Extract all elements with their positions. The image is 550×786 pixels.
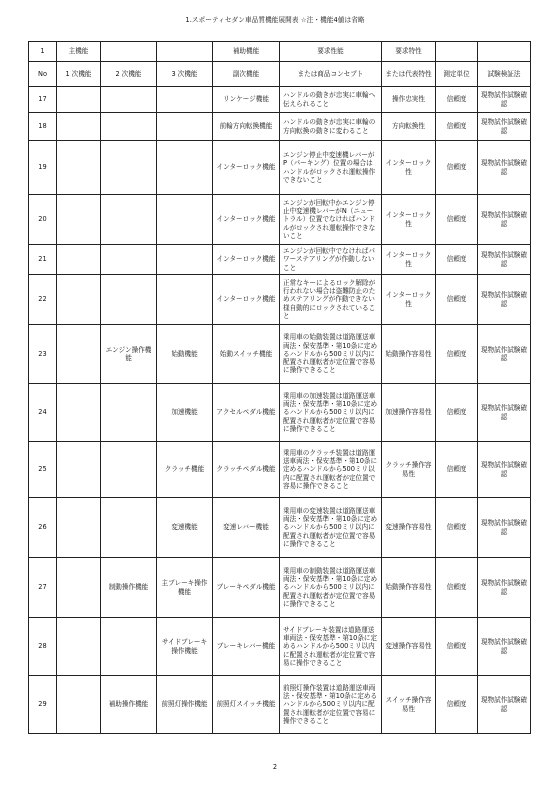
requirement-cell: エンジンが回転中でなければパワーステアリングが作動しないこと <box>280 245 382 275</box>
sub-function-cell: 変速レバー機能 <box>213 498 280 558</box>
table-row <box>29 245 531 275</box>
characteristic-cell: スイッチ操作容易性 <box>382 676 436 734</box>
requirement-cell: ハンドルの動きが忠実に車輪の方向転換の動きに変わること <box>280 113 382 141</box>
unit-cell: 信頼度 <box>436 558 478 618</box>
header-sub-function: 副次機能 <box>213 62 280 87</box>
header-tertiary-function: 3 次機能 <box>157 62 213 87</box>
unit-cell: 信頼度 <box>436 245 478 275</box>
verification-cell: 現物試作試験確認 <box>478 618 531 676</box>
tertiary-function-cell: 前照灯操作機能 <box>157 676 213 734</box>
requirement-cell: 乗用車のクラッチ装置は道路運送車両法・保安基準・第10条に定めるハンドルから500ミリ以内に配置され運転者が定位置で容易に操作できること <box>280 442 382 498</box>
verification-cell: 現物試作試験確認 <box>478 245 531 275</box>
verification-cell: 現物試作試験確認 <box>478 195 531 245</box>
table-row <box>29 558 531 618</box>
row-number: 19 <box>29 141 57 195</box>
header-empty-cell <box>157 42 213 62</box>
row-number: 27 <box>29 558 57 618</box>
sub-function-cell: インターロック機能 <box>213 195 280 245</box>
row-number: 25 <box>29 442 57 498</box>
characteristic-cell: 始動操作容易性 <box>382 558 436 618</box>
verification-cell: 現物試作試験確認 <box>478 141 531 195</box>
unit-cell: 信頼度 <box>436 618 478 676</box>
table-row <box>29 195 531 245</box>
table-row <box>29 113 531 141</box>
secondary-function-cell <box>101 141 157 195</box>
characteristic-cell: 方向転換性 <box>382 113 436 141</box>
unit-cell: 信頼度 <box>436 275 478 325</box>
header-product-concept: または商品コンセプト <box>280 62 382 87</box>
row-number: 22 <box>29 275 57 325</box>
sub-function-cell: 前照灯スイッチ機能 <box>213 676 280 734</box>
tertiary-function-cell <box>157 275 213 325</box>
tertiary-function-cell <box>157 87 213 113</box>
header-secondary-function: 2 次機能 <box>101 62 157 87</box>
table-row <box>29 676 531 734</box>
tertiary-function-cell: サイドブレーキ操作機能 <box>157 618 213 676</box>
header-no: No <box>29 62 57 87</box>
requirement-cell: 乗用車の制動装置は道路運送車両法・保安基準・第10条に定めるハンドルから500ミリ以内に配置され運転者が定位置で容易に操作できること <box>280 558 382 618</box>
table-row <box>29 275 531 325</box>
characteristic-cell: 変速操作容易性 <box>382 618 436 676</box>
secondary-function-cell: エンジン操作機能 <box>101 325 157 384</box>
sub-function-cell: ブレーキレバー機能 <box>213 618 280 676</box>
requirement-cell: 前照灯操作装置は道路運送車両法・保安基準・第10条に定めるハンドルから500ミリ以内に配置され運転者が定位置で容易に操作できること <box>280 676 382 734</box>
requirement-cell: エンジン停止中変速機レバーがP（パーキング）位置の場合はハンドルがロックされ運転操作できないこと <box>280 141 382 195</box>
header-verification-method: 試験検証法 <box>478 62 531 87</box>
header-row-2 <box>29 62 531 87</box>
header-primary-function: 1 次機能 <box>57 62 101 87</box>
tertiary-function-cell: 主ブレーキ操作機能 <box>157 558 213 618</box>
tertiary-function-cell <box>157 141 213 195</box>
tertiary-function-cell: 始動機能 <box>157 325 213 384</box>
requirement-cell: 乗用車の始動装置は道路運送車両法・保安基準・第10条に定めるハンドルから500ミリ以内に配置され運転者が定位置で容易に操作できること <box>280 325 382 384</box>
secondary-function-cell <box>101 498 157 558</box>
secondary-function-cell <box>101 87 157 113</box>
primary-function-cell <box>57 141 101 195</box>
table-row <box>29 87 531 113</box>
secondary-function-cell <box>101 245 157 275</box>
header-aux-function: 補助機能 <box>213 42 280 62</box>
characteristic-cell: インターロック性 <box>382 195 436 245</box>
characteristic-cell: インターロック性 <box>382 245 436 275</box>
unit-cell: 信頼度 <box>436 676 478 734</box>
unit-cell: 信頼度 <box>436 113 478 141</box>
sub-function-cell: インターロック機能 <box>213 141 280 195</box>
table-row <box>29 384 531 442</box>
unit-cell: 信頼度 <box>436 87 478 113</box>
secondary-function-cell <box>101 195 157 245</box>
verification-cell: 現物試作試験確認 <box>478 87 531 113</box>
secondary-function-cell <box>101 113 157 141</box>
requirement-cell: 正常なキーによるロック解除が行われない場合は盗難防止のためステアリングが作動できない様自動的にロックされていること <box>280 275 382 325</box>
sub-function-cell: ブレーキペダル機能 <box>213 558 280 618</box>
row-number: 26 <box>29 498 57 558</box>
header-empty-cell <box>101 42 157 62</box>
tertiary-function-cell <box>157 195 213 245</box>
header-representative-characteristic: または代表特性 <box>382 62 436 87</box>
header-main-function: 主機能 <box>57 42 101 62</box>
verification-cell: 現物試作試験確認 <box>478 275 531 325</box>
tertiary-function-cell <box>157 113 213 141</box>
row-number: 29 <box>29 676 57 734</box>
header-measurement-unit: 測定単位 <box>436 62 478 87</box>
header-empty-cell <box>436 42 478 62</box>
verification-cell: 現物試作試験確認 <box>478 498 531 558</box>
document-title: 1.スポーティセダン車品質機能展開表 ☆注・機能4値は省略 <box>185 16 365 24</box>
verification-cell: 現物試作試験確認 <box>478 325 531 384</box>
primary-function-cell <box>57 275 101 325</box>
verification-cell: 現物試作試験確認 <box>478 113 531 141</box>
row-number: 17 <box>29 87 57 113</box>
header-requirement: 要求性能 <box>280 42 382 62</box>
verification-cell: 現物試作試験確認 <box>478 384 531 442</box>
sub-function-cell: リンケージ機能 <box>213 87 280 113</box>
secondary-function-cell <box>101 275 157 325</box>
primary-function-cell <box>57 113 101 141</box>
secondary-function-cell <box>101 384 157 442</box>
unit-cell: 信頼度 <box>436 325 478 384</box>
requirement-cell: サイドブレーキ装置は道路運送車両法・保安基準・第10条に定めるハンドルから500ミリ以内に配置され運転者が定位置で容易に操作できること <box>280 618 382 676</box>
secondary-function-cell <box>101 442 157 498</box>
table-row <box>29 442 531 498</box>
table-row <box>29 618 531 676</box>
tertiary-function-cell: クラッチ機能 <box>157 442 213 498</box>
primary-function-cell <box>57 676 101 734</box>
requirement-cell: 乗用車の変速装置は道路運送車両法・保安基準・第10条に定めるハンドルから500ミリ以内に配置され運転者が定位置で容易に操作できること <box>280 498 382 558</box>
table-row <box>29 141 531 195</box>
primary-function-cell <box>57 87 101 113</box>
unit-cell: 信頼度 <box>436 195 478 245</box>
primary-function-cell <box>57 618 101 676</box>
characteristic-cell: クラッチ操作容易性 <box>382 442 436 498</box>
secondary-function-cell: 制動操作機能 <box>101 558 157 618</box>
sub-function-cell: インターロック機能 <box>213 275 280 325</box>
function-deployment-table <box>28 41 531 734</box>
requirement-cell: エンジンが回転中かエンジン停止中変速機レバーがN（ニュートラル）位置でなければハンドルがロックされ運転操作できないこと <box>280 195 382 245</box>
verification-cell: 現物試作試験確認 <box>478 558 531 618</box>
sub-function-cell: アクセルペダル機能 <box>213 384 280 442</box>
characteristic-cell: 始動操作容易性 <box>382 325 436 384</box>
verification-cell: 現物試作試験確認 <box>478 442 531 498</box>
row-number: 23 <box>29 325 57 384</box>
unit-cell: 信頼度 <box>436 442 478 498</box>
primary-function-cell <box>57 558 101 618</box>
sub-function-cell: インターロック機能 <box>213 245 280 275</box>
row-number: 21 <box>29 245 57 275</box>
table-row <box>29 325 531 384</box>
characteristic-cell: 加速操作容易性 <box>382 384 436 442</box>
tertiary-function-cell: 加速機能 <box>157 384 213 442</box>
secondary-function-cell: 補助操作機能 <box>101 676 157 734</box>
sub-function-cell: 始動スイッチ機能 <box>213 325 280 384</box>
tertiary-function-cell <box>157 245 213 275</box>
row-number: 28 <box>29 618 57 676</box>
header-no-1: 1 <box>29 42 57 62</box>
characteristic-cell: インターロック性 <box>382 275 436 325</box>
primary-function-cell <box>57 498 101 558</box>
characteristic-cell: インターロック性 <box>382 141 436 195</box>
characteristic-cell: 変速操作容易性 <box>382 498 436 558</box>
row-number: 20 <box>29 195 57 245</box>
characteristic-cell: 操作忠実性 <box>382 87 436 113</box>
primary-function-cell <box>57 442 101 498</box>
verification-cell: 現物試作試験確認 <box>478 676 531 734</box>
primary-function-cell <box>57 325 101 384</box>
header-row-1 <box>29 42 531 62</box>
sub-function-cell: 前輪方向転換機能 <box>213 113 280 141</box>
header-empty-cell <box>478 42 531 62</box>
unit-cell: 信頼度 <box>436 498 478 558</box>
sub-function-cell: クラッチペダル機能 <box>213 442 280 498</box>
page-number: 2 <box>272 763 278 771</box>
unit-cell: 信頼度 <box>436 141 478 195</box>
primary-function-cell <box>57 245 101 275</box>
unit-cell: 信頼度 <box>436 384 478 442</box>
row-number: 18 <box>29 113 57 141</box>
primary-function-cell <box>57 384 101 442</box>
requirement-cell: 乗用車の加速装置は道路運送車両法・保安基準・第10条に定めるハンドルから500ミリ以内に配置され運転者が定位置で容易に操作できること <box>280 384 382 442</box>
table-row <box>29 498 531 558</box>
row-number: 24 <box>29 384 57 442</box>
secondary-function-cell <box>101 618 157 676</box>
primary-function-cell <box>57 195 101 245</box>
header-req-characteristic: 要求特性 <box>382 42 436 62</box>
tertiary-function-cell: 変速機能 <box>157 498 213 558</box>
requirement-cell: ハンドルの動きが忠実に車輪へ伝えられること <box>280 87 382 113</box>
